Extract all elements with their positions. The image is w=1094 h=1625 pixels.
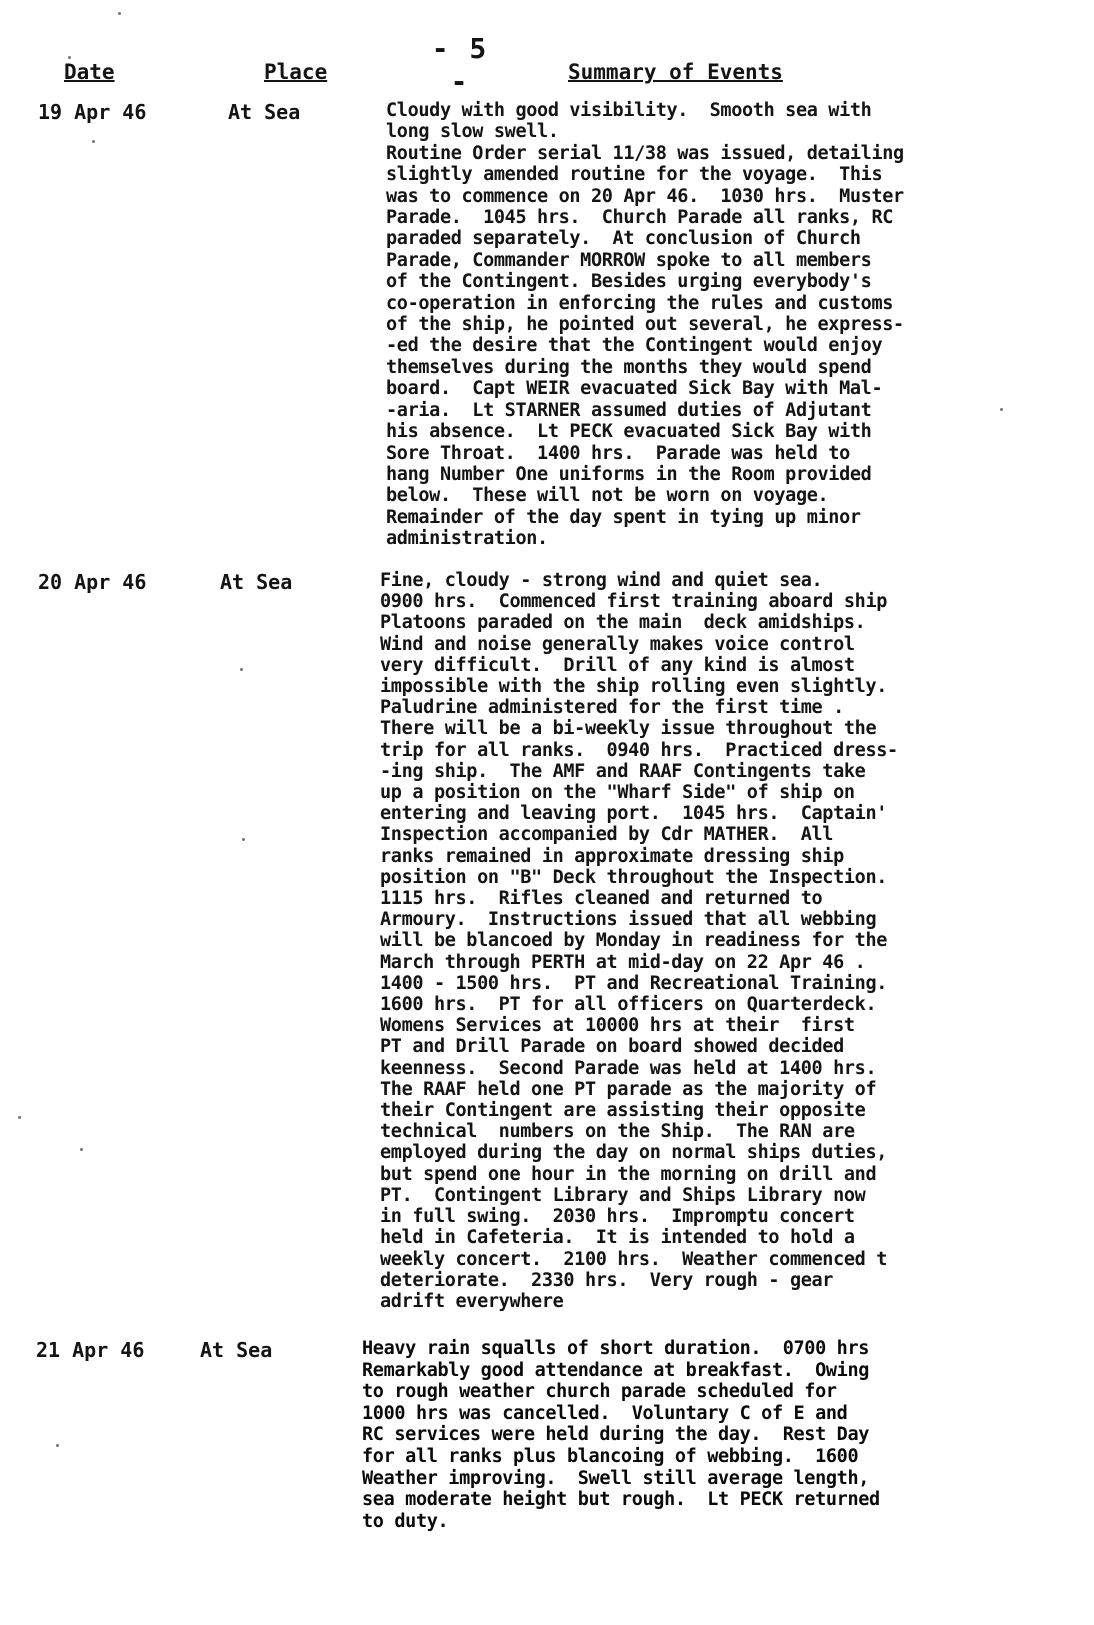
column-header-summary: Summary of Events	[568, 60, 783, 84]
scan-speck	[1000, 408, 1003, 411]
entry-summary: Fine, cloudy - strong wind and quiet sea. 0900 hrs. Commenced first training aboard ship Platoons paraded on the main deck amidships. Wind and noise generally makes voice control very difficult. Drill of any kind is almost impossible with the ship rolling even slightly. Paludrine administered for the first time . There will be a bi-weekly issue throughout the trip for all ranks. 0940 hrs. Practiced dress- -ing ship. The AMF and RAAF Contingents take up a position on the "Wharf Side" of ship on entering and leaving port. 1045 hrs. Captain' Inspection accompanied by Cdr MATHER. All ranks remained in approximate dressing ship position on "B" Deck throughout the Inspection. 1115 hrs. Rifles cleaned and returned to Armoury. Instructions issued that all webbing will be blancoed by Monday in readiness for the March through PERTH at mid-day on 22 Apr 46 . 1400 - 1500 hrs. PT and Recreational Training. 1600 hrs. PT for all officers on Quarterdeck. Womens Services at 10000 hrs at their first PT and Drill Parade on board showed decided keenness. Second Parade was held at 1400 hrs. The RAAF held one PT parade as the majority of their Contingent are assisting their opposite technical numbers on the Ship. The RAN are employed during the day on normal ships duties, but spend one hour in the morning on drill and PT. Contingent Library and Ships Library now in full swing. 2030 hrs. Impromptu concert held in Cafeteria. It is intended to hold a weekly concert. 2100 hrs. Weather commenced t deteriorate. 2330 hrs. Very rough - gear adrift everywhere	[380, 570, 898, 1312]
scan-speck	[18, 1116, 21, 1119]
page-number: - 5 -	[431, 32, 489, 98]
entry-place: At Sea	[220, 570, 293, 594]
entry-place: At Sea	[200, 1338, 273, 1362]
scan-speck	[240, 668, 243, 671]
scan-speck	[56, 1444, 59, 1447]
column-header-place: Place	[264, 60, 328, 84]
entry-summary: Cloudy with good visibility. Smooth sea with long slow swell. Routine Order serial 11/38 was issued, detailing slightly amended routine for the voyage. This was to commence on 20 Apr 46. 1030 hrs. Muster Parade. 1045 hrs. Church Parade all ranks, RC paraded separately. At conclusion of Church Parade, Commander MORROW spoke to all members of the Contingent. Besides urging everybody's co-operation in enforcing the rules and customs of the ship, he pointed out several, he express- -ed the desire that the Contingent would enjoy themselves during the months they would spend board. Capt WEIR evacuated Sick Bay with Mal- -aria. Lt STARNER assumed duties of Adjutant his absence. Lt PECK evacuated Sick Bay with Sore Throat. 1400 hrs. Parade was held to hang Number One uniforms in the Room provided below. These will not be worn on voyage. Remainder of the day spent in tying up minor administration.	[386, 100, 904, 550]
entry-summary: Heavy rain squalls of short duration. 0700 hrs Remarkably good attendance at breakfast. Owing to rough weather church parade scheduled for 1000 hrs was cancelled. Voluntary C of E and RC services were held during the day. Rest Day for all ranks plus blancoing of webbing. 1600 Weather improving. Swell still average length, sea moderate height but rough. Lt PECK returned to duty.	[362, 1338, 880, 1532]
column-header-date: Date	[64, 60, 115, 84]
scan-speck	[80, 1148, 83, 1151]
scan-speck	[242, 838, 245, 841]
entry-date: 20 Apr 46	[38, 570, 147, 594]
scan-speck	[118, 12, 121, 15]
scan-speck	[68, 56, 71, 59]
entry-date: 19 Apr 46	[38, 100, 147, 124]
entry-date: 21 Apr 46	[36, 1338, 145, 1362]
entry-place: At Sea	[228, 100, 301, 124]
scan-speck	[92, 140, 95, 143]
